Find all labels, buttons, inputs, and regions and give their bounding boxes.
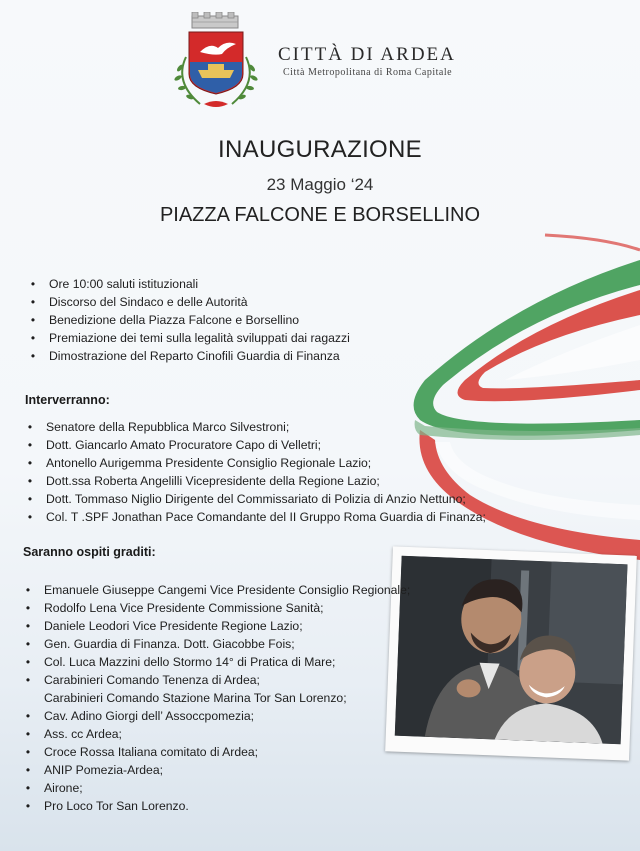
event-place: PIAZZA FALCONE E BORSELLINO bbox=[159, 204, 481, 226]
speaker-item: • Dott. Tommaso Niglio Dirigente del Commissariato di Polizia di Anzio Nettuno; bbox=[25, 490, 486, 508]
bullet: • bbox=[27, 510, 33, 524]
event-title: INAUGURAZIONE bbox=[218, 136, 422, 163]
city-subtitle: Città Metropolitana di Roma Capitale bbox=[283, 67, 453, 78]
program-item: • Ore 10:00 saluti istituzionali bbox=[28, 275, 350, 293]
bullet: • bbox=[27, 456, 33, 470]
speaker-item: • Senatore della Repubblica Marco Silvestroni; bbox=[25, 418, 486, 436]
guest-item: • Carabinieri Comando Tenenza di Ardea; bbox=[23, 671, 410, 689]
program-list bbox=[28, 275, 350, 365]
speaker-item: • Col. T .SPF Jonathan Pace Comandante del II Gruppo Roma Guardia di Finanza; bbox=[25, 508, 486, 526]
bullet: • bbox=[30, 295, 36, 309]
bullet: • bbox=[25, 763, 31, 777]
photo-illustration bbox=[395, 556, 628, 745]
program-item: • Premiazione dei temi sulla legalità sviluppati dai ragazzi bbox=[28, 329, 350, 347]
city-name: CITTÀ DI ARDEA bbox=[278, 44, 456, 65]
bullet: • bbox=[30, 331, 36, 345]
speaker-item: • Antonello Aurigemma Presidente Consiglio Regionale Lazio; bbox=[25, 454, 486, 472]
falcone-borsellino-photo bbox=[395, 556, 628, 745]
bullet: • bbox=[27, 420, 33, 434]
bullet: • bbox=[30, 277, 36, 291]
bullet: • bbox=[25, 619, 31, 633]
bullet: • bbox=[25, 745, 31, 759]
crown-icon bbox=[192, 12, 238, 28]
guest-item: • Col. Luca Mazzini dello Stormo 14° di Pratica di Mare; bbox=[23, 653, 410, 671]
bullet: • bbox=[27, 492, 33, 506]
speakers-heading: Interverranno: bbox=[25, 393, 110, 407]
bullet: • bbox=[25, 799, 31, 813]
bullet: • bbox=[30, 313, 36, 327]
speaker-item: • Dott. Giancarlo Amato Procuratore Capo di Velletri; bbox=[25, 436, 486, 454]
guest-item: • ANIP Pomezia-Ardea; bbox=[23, 761, 410, 779]
guest-item: • Airone; bbox=[23, 779, 410, 797]
guest-item: • Pro Loco Tor San Lorenzo. bbox=[23, 797, 410, 815]
bullet: • bbox=[25, 601, 31, 615]
guest-item: • Daniele Leodori Vice Presidente Regione Lazio; bbox=[23, 617, 410, 635]
bullet: • bbox=[25, 655, 31, 669]
guest-item: • Ass. cc Ardea; bbox=[23, 725, 410, 743]
program-item: • Benedizione della Piazza Falcone e Borsellino bbox=[28, 311, 350, 329]
event-date: 23 Maggio ‘24 bbox=[266, 175, 374, 194]
bullet: • bbox=[25, 709, 31, 723]
bullet: • bbox=[25, 727, 31, 741]
photo-frame bbox=[385, 546, 637, 760]
bullet: • bbox=[25, 673, 31, 687]
guest-item-continuation: Carabinieri Comando Stazione Marina Tor San Lorenzo; bbox=[44, 691, 347, 705]
guest-item: • Gen. Guardia di Finanza. Dott. Giacobbe Fois; bbox=[23, 635, 410, 653]
guest-item: • Cav. Adino Giorgi dell’ Assoccpomezia; bbox=[23, 707, 410, 725]
guest-item: • Rodolfo Lena Vice Presidente Commissione Sanità; bbox=[23, 599, 410, 617]
bullet: • bbox=[25, 583, 31, 597]
city-crest-logo bbox=[164, 12, 268, 112]
bullet: • bbox=[30, 349, 36, 363]
guests-heading: Saranno ospiti graditi: bbox=[23, 545, 156, 559]
program-item: • Discorso del Sindaco e delle Autorità bbox=[28, 293, 350, 311]
speakers-list bbox=[25, 418, 486, 526]
bullet: • bbox=[27, 438, 33, 452]
guest-item: • Emanuele Giuseppe Cangemi Vice Presidente Consiglio Regionale; bbox=[23, 581, 410, 599]
bullet: • bbox=[25, 781, 31, 795]
bullet: • bbox=[27, 474, 33, 488]
speaker-item: • Dott.ssa Roberta Angelilli Vicepresidente della Regione Lazio; bbox=[25, 472, 486, 490]
bullet: • bbox=[25, 637, 31, 651]
guests-list bbox=[23, 581, 410, 815]
program-item: • Dimostrazione del Reparto Cinofili Guardia di Finanza bbox=[28, 347, 350, 365]
guest-item: • Croce Rossa Italiana comitato di Ardea; bbox=[23, 743, 410, 761]
shield-icon bbox=[189, 32, 243, 94]
